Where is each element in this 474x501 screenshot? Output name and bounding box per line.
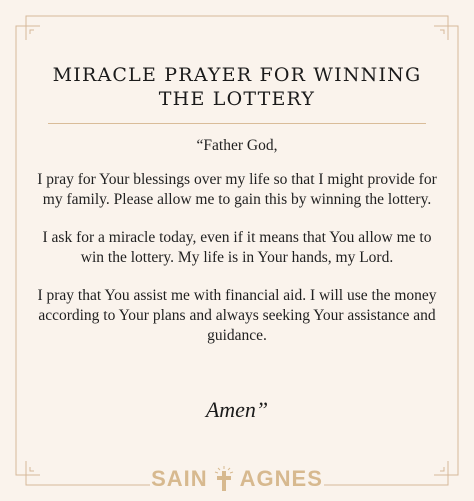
prayer-salutation: “Father God, bbox=[196, 137, 278, 154]
title-divider bbox=[48, 123, 426, 124]
prayer-paragraph-3: I pray that You assist me with financial aid. I will use the money according to Your plans and always seeking Your assistance and guidance. bbox=[37, 287, 437, 344]
title-line-1: MIRACLE PRAYER FOR WINNING bbox=[52, 64, 422, 86]
prayer-closing: Amen” bbox=[205, 397, 269, 422]
prayer-paragraph-1: I pray for Your blessings over my life so that I might provide for my family. Please allow me to gain this by winning the lottery. bbox=[37, 171, 437, 208]
prayer-paragraph-2: I ask for a miracle today, even if it means that You allow me to win the lottery. My life is in Your hands, my Lord. bbox=[42, 229, 432, 266]
brand-text-right: AGNES bbox=[239, 466, 323, 491]
page-title bbox=[37, 63, 437, 111]
brand-text-left: SAIN bbox=[151, 466, 208, 491]
title-line-2: THE LOTTERY bbox=[158, 88, 316, 110]
cross-icon bbox=[209, 466, 239, 492]
prayer-text bbox=[30, 136, 444, 364]
brand-logo bbox=[0, 466, 474, 492]
